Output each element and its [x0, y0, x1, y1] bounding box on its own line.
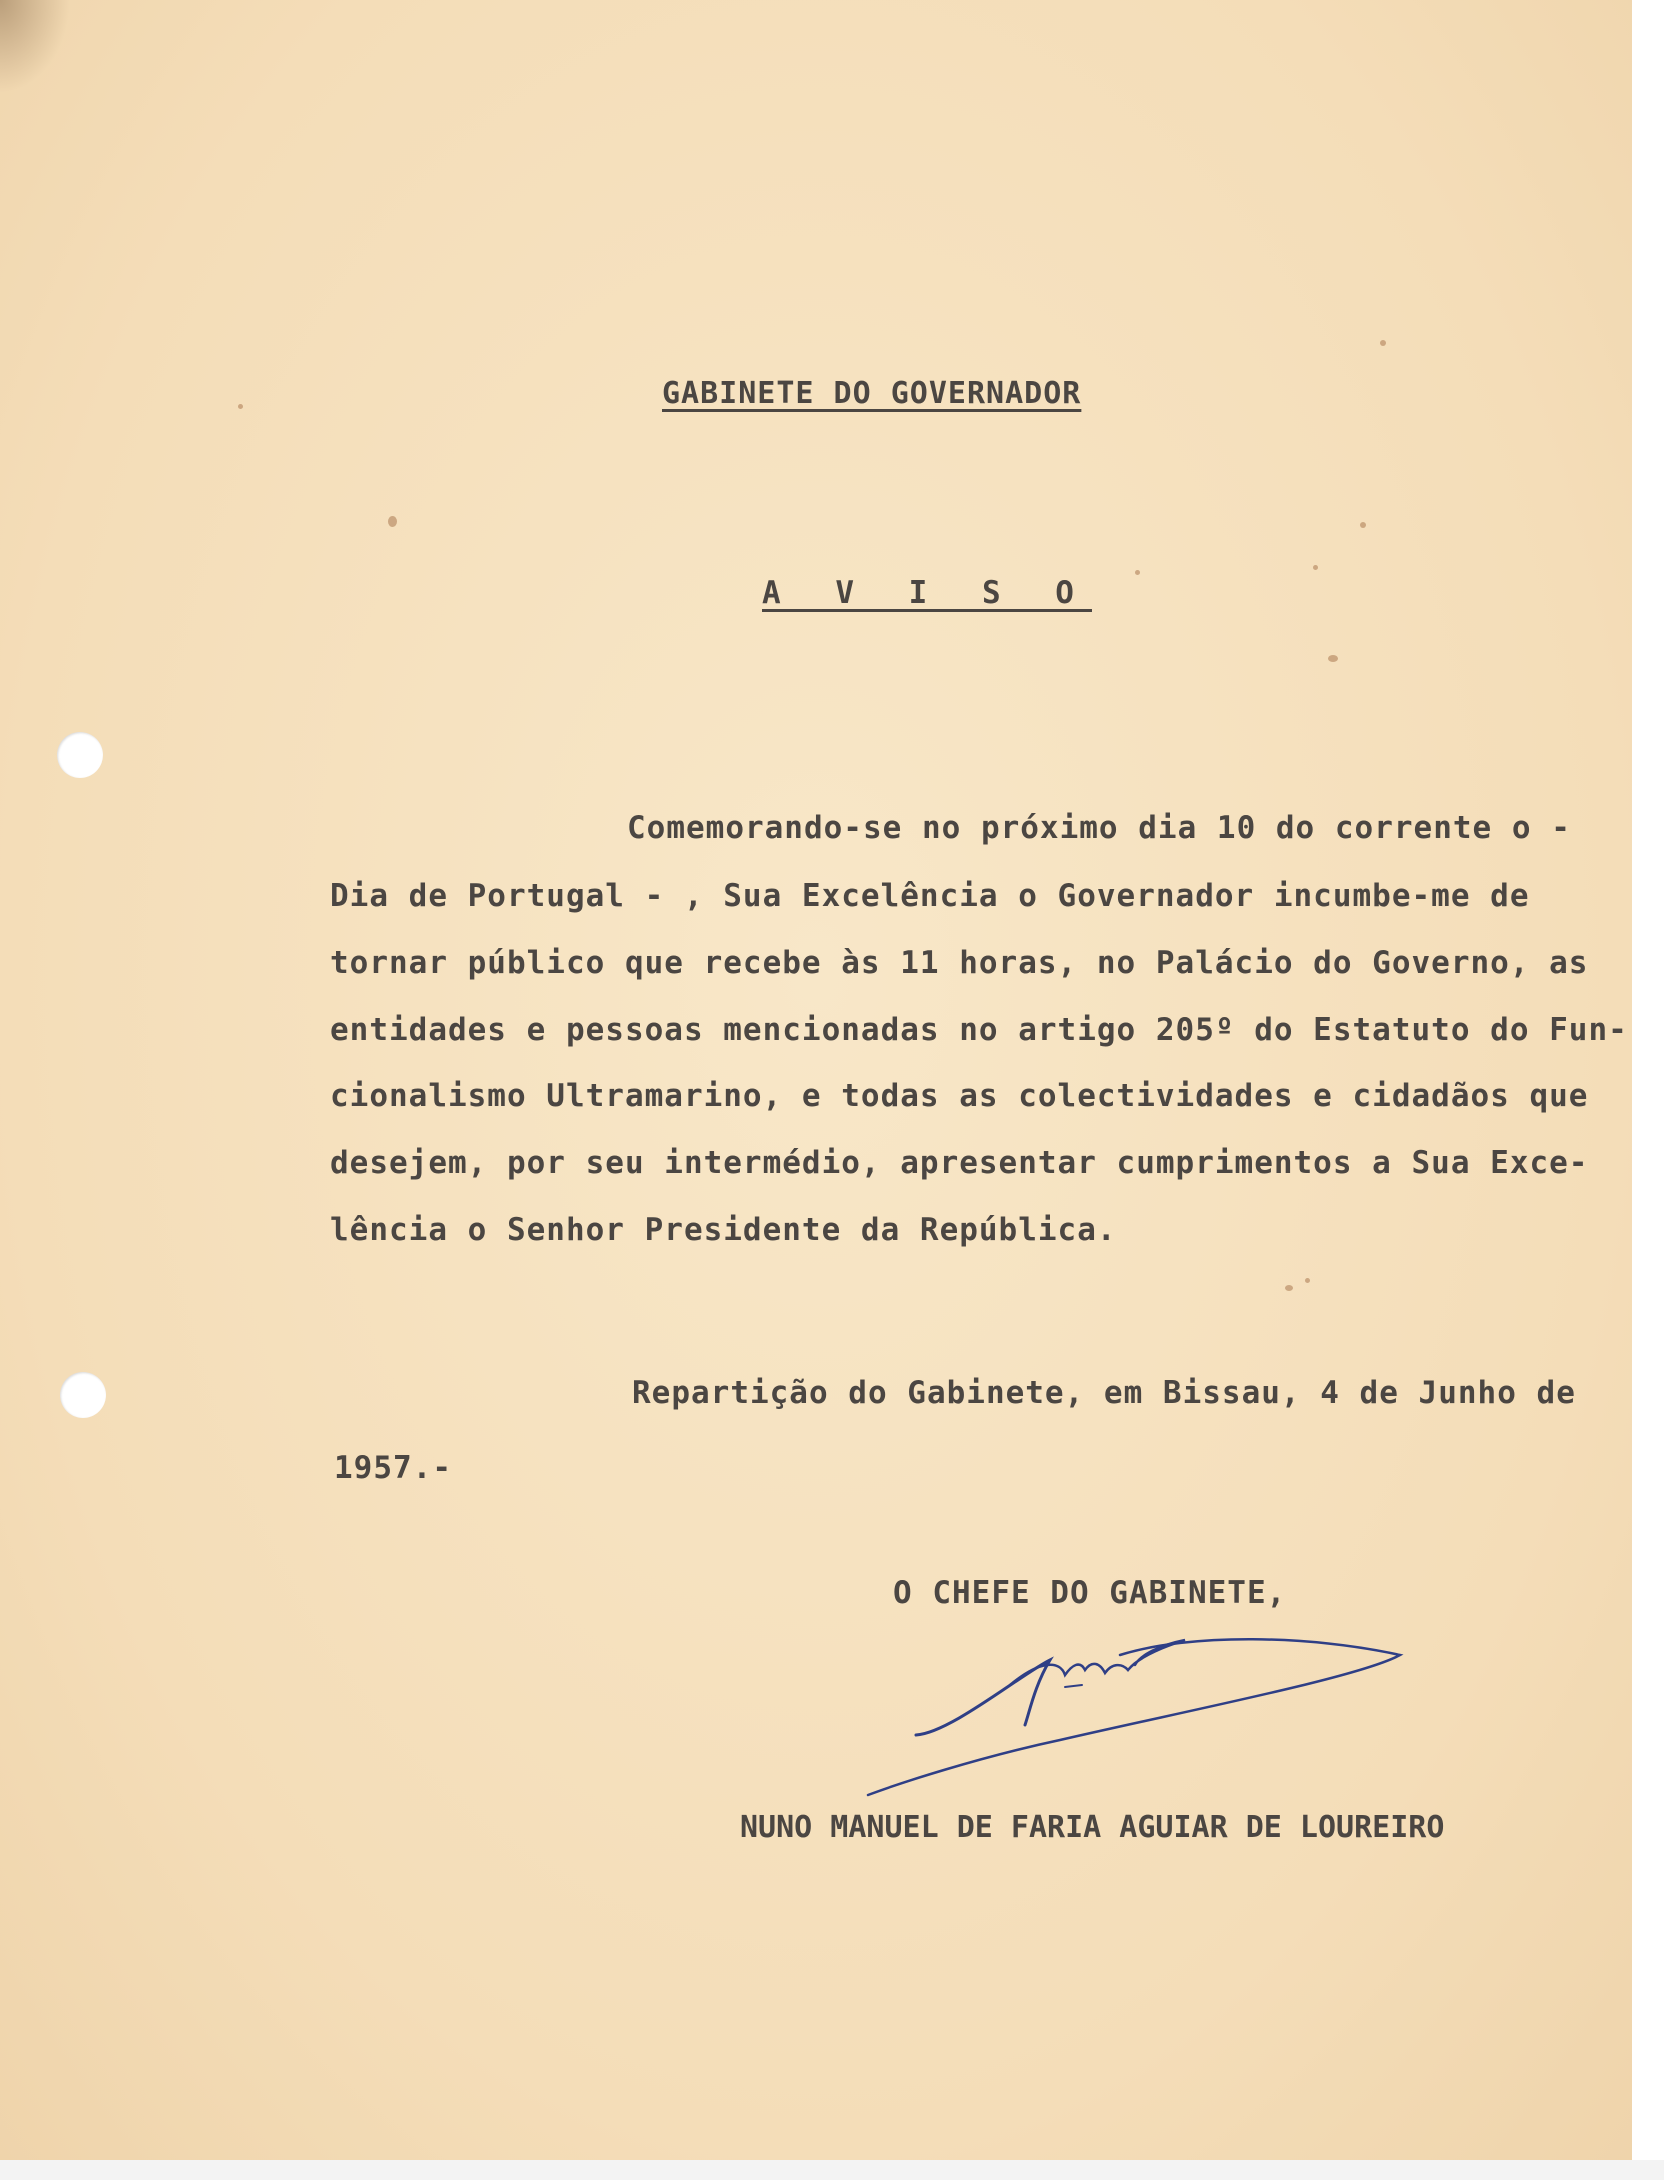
paper-speck [238, 404, 243, 409]
punch-hole-top [57, 732, 103, 778]
place-date-line: Repartição do Gabinete, em Bissau, 4 de Junho de [632, 1375, 1576, 1411]
body-line: entidades e pessoas mencionadas no artigo 205º do Estatuto do Fun- [330, 1012, 1628, 1048]
paper-speck [1360, 522, 1366, 528]
signatory-title: O CHEFE DO GABINETE, [893, 1575, 1287, 1611]
body-line: Dia de Portugal - , Sua Excelência o Governador incumbe-me de [330, 878, 1530, 914]
body-line: cionalismo Ultramarino, e todas as colectividades e cidadãos que [330, 1078, 1589, 1114]
document-header: GABINETE DO GOVERNADOR [662, 376, 1082, 411]
paper-speck [1305, 1278, 1310, 1283]
paper-speck [1380, 340, 1386, 346]
signatory-name: NUNO MANUEL DE FARIA AGUIAR DE LOUREIRO [740, 1810, 1445, 1845]
handwritten-signature [860, 1615, 1420, 1815]
scan-margin-bottom [0, 2160, 1664, 2180]
paper-speck [388, 516, 397, 527]
body-line: Comemorando-se no próximo dia 10 do corrente o - [627, 810, 1571, 846]
punch-hole-bottom [60, 1372, 106, 1418]
paper-speck [1285, 1285, 1293, 1291]
paper-speck [1328, 655, 1338, 662]
body-line: desejem, por seu intermédio, apresentar cumprimentos a Sua Exce- [330, 1145, 1589, 1181]
body-line: lência o Senhor Presidente da República. [330, 1212, 1117, 1248]
document-title: A V I S O [762, 575, 1092, 611]
body-line: tornar público que recebe às 11 horas, no Palácio do Governo, as [330, 945, 1589, 981]
paper-speck [1313, 565, 1318, 570]
paper-speck [1135, 570, 1140, 575]
place-date-year: 1957.- [334, 1450, 452, 1486]
scan-margin-right [1632, 0, 1664, 2180]
